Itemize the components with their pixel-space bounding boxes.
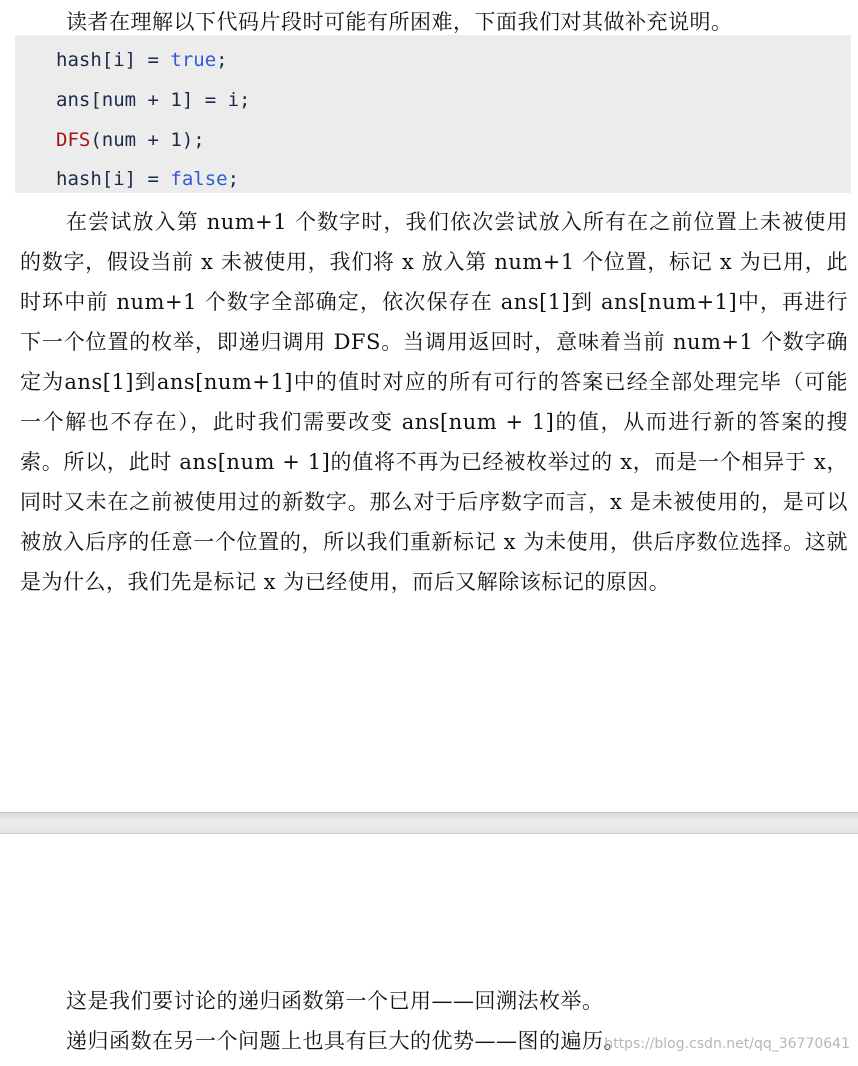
code-token: [i] =: [101, 49, 171, 71]
closing-line-2: 递归函数在另一个问题上也具有巨大的优势——图的遍历。: [66, 1029, 625, 1053]
code-function: DFS: [56, 129, 91, 151]
closing-line-1: 这是我们要讨论的递归函数第一个已用——回溯法枚举。: [66, 989, 604, 1013]
page-separator: [0, 812, 858, 834]
code-block: [15, 35, 851, 193]
code-token: hash: [56, 49, 102, 71]
code-token: ;: [227, 168, 240, 190]
explanation-paragraph: 在尝试放入第 num+1 个数字时，我们依次尝试放入所有在之前位置上未被使用的数字，假设当前 x 未被使用，我们将 x 放入第 num+1 个位置，标记 x 为已用，此时环中前 num+1 个数字全部确定，依次保存在 ans[1]到 ans[num+1]中，再进行下一个位置的枚举，即递归调用 DFS。当调用返回时，意味着当前 num+1 个数字确定为ans[1]到ans[num+1]中的值时对应的所有可行的答案已经全部处理完毕（可能一个解也不存在），此时我们需要改变 ans[num + 1]的值，从而进行新的答案的搜索。所以，此时 ans[num + 1]的值将不再为已经被枚举过的 x，而是一个相异于 x，同时又未在之前被使用过的新数字。那么对于后序数字而言，x 是未被使用的，是可以被放入后序的任意一个位置的，所以我们重新标记 x 为未使用，供后序数位选择。这就是为什么，我们先是标记 x 为已经使用，而后又解除该标记的原因。: [20, 210, 848, 594]
watermark: https://blog.csdn.net/qq_36770641: [604, 1036, 850, 1052]
code-token: [i] =: [101, 168, 171, 190]
code-keyword: false: [170, 168, 228, 190]
code-token: hash: [56, 168, 102, 190]
code-line-2: [56, 87, 250, 113]
code-line-4: [56, 166, 239, 192]
code-keyword: true: [170, 49, 217, 71]
code-line-3: [56, 127, 205, 153]
code-token: ans[num + 1] = i;: [56, 89, 251, 111]
code-token: (num + 1);: [90, 129, 205, 151]
intro-paragraph: 读者在理解以下代码片段时可能有所困难，下面我们对其做补充说明。: [66, 10, 733, 34]
code-token: ;: [216, 49, 228, 71]
code-line-1: [56, 47, 228, 73]
